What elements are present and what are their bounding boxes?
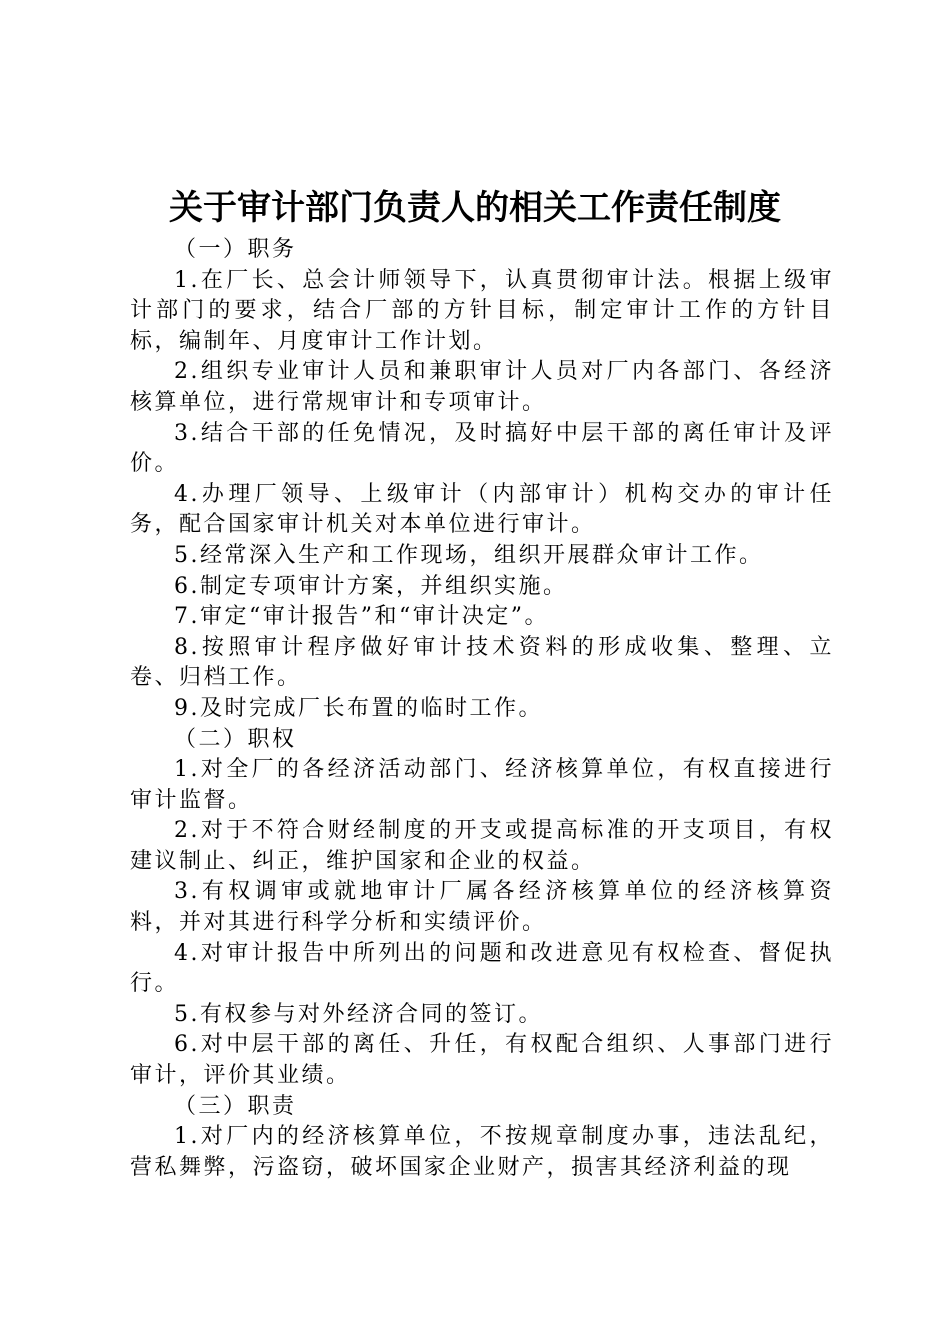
duty-item-6: 6.制定专项审计方案，并组织实施。 — [174, 573, 568, 599]
power-item-3: 3.有权调审或就地审计厂属各经济核算单位的经济核算资料，并对其进行科学分析和实绩评价。 — [130, 879, 834, 936]
duty-item-2: 2.组织专业审计人员和兼职审计人员对厂内各部门、各经济核算单位，进行常规审计和专项审计。 — [130, 359, 834, 415]
duty-item-9: 9.及时完成厂长布置的临时工作。 — [174, 695, 543, 721]
duty-item-8: 8.按照审计程序做好审计技术资料的形成收集、整理、立卷、归档工作。 — [130, 634, 834, 691]
power-item-1: 1.对全厂的各经济活动部门、经济核算单位，有权直接进行审计监督。 — [130, 757, 834, 813]
power-item-4: 4.对审计报告中所列出的问题和改进意见有权检查、督促执行。 — [130, 940, 834, 997]
duty-item-1: 1.在厂长、总会计师领导下，认真贯彻审计法。根据上级审计部门的要求，结合厂部的方针目标，制定审计工作的方针目标，编制年、月度审计工作计划。 — [130, 267, 834, 354]
power-item-2: 2.对于不符合财经制度的开支或提高标准的开支项目，有权建议制止、纠正，维护国家和企业的权益。 — [130, 818, 834, 874]
power-item-6: 6.对中层干部的离任、升任，有权配合组织、人事部门进行审计，评价其业绩。 — [130, 1032, 834, 1089]
section-heading-responsibilities: （三）职责 — [174, 1093, 297, 1119]
duty-item-4: 4.办理厂领导、上级审计（内部审计）机构交办的审计任务，配合国家审计机关对本单位进行审计。 — [130, 481, 834, 538]
document-title: 关于审计部门负责人的相关工作责任制度 — [169, 188, 781, 228]
section-heading-duties: （一）职务 — [174, 237, 297, 262]
document-body — [130, 235, 834, 1183]
duty-item-3: 3.结合干部的任免情况，及时搞好中层干部的离任审计及评价。 — [130, 420, 834, 477]
duty-item-7: 7.审定“审计报告”和“审计决定”。 — [174, 604, 549, 630]
responsibility-item-1: 1.对厂内的经济核算单位，不按规章制度办事，违法乱纪，营私舞弊，污盗窃，破坏国家企业财产，损害其经济利益的现 — [130, 1124, 834, 1180]
power-item-5: 5.有权参与对外经济合同的签订。 — [174, 1001, 543, 1027]
section-heading-powers: （二）职权 — [174, 726, 297, 752]
duty-item-5: 5.经常深入生产和工作现场，组织开展群众审计工作。 — [174, 542, 764, 568]
